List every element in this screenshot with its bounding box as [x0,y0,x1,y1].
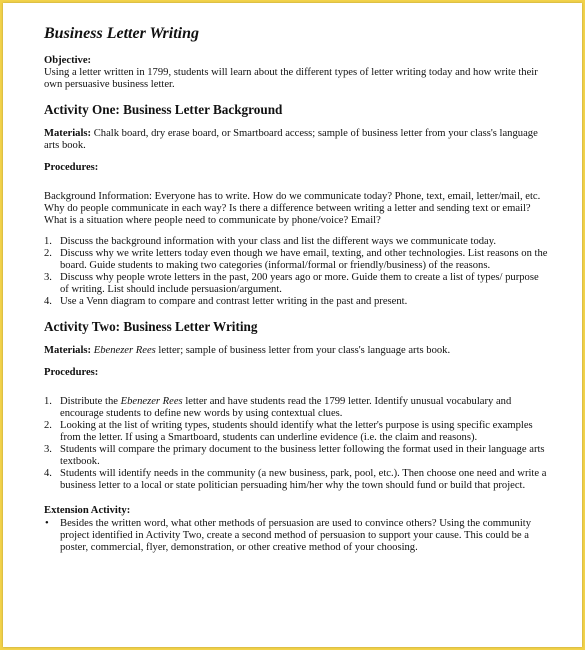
list-item [44,468,549,492]
objective-section [44,55,549,91]
extension-list [44,518,549,554]
step-number: 4. [44,468,52,479]
list-item [44,420,549,444]
list-item [44,444,549,468]
step-text: Students will compare the primary document to the business letter following the format used in their language arts textbook. [60,444,545,467]
bullet-icon: • [45,518,49,529]
step-text: Discuss why people wrote letters in the past, 200 years ago or more. Guide them to create a list of types/ purpose of writing. List should include persuasion/argument. [60,272,539,295]
step-text: Students will identify needs in the community (a new business, park, pool, etc.). Then choose one need and write a business letter to a local or state politician persuading him/her why the town should fund or build that project. [60,468,547,491]
step-number: 1. [44,236,52,247]
list-item [44,272,549,296]
activity-two-heading: Activity Two: Business Letter Writing [44,319,258,334]
extension-activity-label: Extension Activity: [44,505,131,516]
step-number: 3. [44,272,52,283]
background-information: Background Information: Everyone has to write. How do we communicate today? Phone, text, email, letter/mail, etc. Why do people communicate in each way? Is there a difference between writing a letter and sending text or email? What is a situation where people need to communicate by phone/voice? Email? [44,191,541,226]
materials-italic-title: Ebenezer Rees [93,345,156,356]
activity-one-materials [44,128,549,152]
materials-text: letter; sample of business letter from your class's language arts book. [155,345,451,356]
step-number: 1. [44,396,52,407]
extension-text: Besides the written word, what other methods of persuasion are used to convince others? Using the community project identified in Activity Two, create a second method of persuasion to support your cause. This could be a poster, commercial, flyer, demonstration, or other creative method of your choosing. [60,518,532,553]
step-number: 2. [44,420,52,431]
list-item [44,248,549,272]
step-text: letter and have students read the 1799 letter. Identify unusual vocabulary and encourage students to define new words by using contextual clues. [60,396,512,419]
step-text: Discuss why we write letters today even though we have email, texting, and other technologies. List reasons on the board. Guide students to making two categories (informal/formal or friendly/business) of the reasons. [60,248,548,271]
activity-one-procedures-label: Procedures: [44,162,99,173]
activity-one-heading: Activity One: Business Letter Background [44,102,283,117]
document-content [44,25,549,554]
list-item [44,396,549,420]
document-page [3,3,582,647]
step-number: 2. [44,248,52,259]
materials-label: Materials: [44,128,92,139]
document-title: Business Letter Writing [44,25,199,42]
activity-two-procedures-label: Procedures: [44,367,99,378]
step-text-italic: Ebenezer Rees [120,396,183,407]
materials-label: Materials: [44,345,92,356]
step-text-prefix: Distribute the [60,396,121,407]
activity-two-steps [44,396,549,492]
step-text: Looking at the list of writing types, students should identify what the letter's purpose is using specific examples from the letter. If using a Smartboard, students can underline evidence (i.e. the claim and reasons). [60,420,533,443]
step-number: 3. [44,444,52,455]
list-item [44,518,549,554]
activity-one-steps [44,236,549,308]
objective-label: Objective: [44,55,92,66]
list-item [44,296,549,308]
list-item [44,236,549,248]
objective-text: Using a letter written in 1799, students will learn about the different types of letter writing today and how write their own persuasive business letter. [44,67,538,90]
step-number: 4. [44,296,52,307]
step-text: Discuss the background information with your class and list the different ways we communicate today. [60,236,497,247]
activity-two-materials [44,345,549,357]
step-text: Use a Venn diagram to compare and contrast letter writing in the past and present. [60,296,408,307]
materials-text: Chalk board, dry erase board, or Smartboard access; sample of business letter from your class's language arts book. [44,128,538,151]
